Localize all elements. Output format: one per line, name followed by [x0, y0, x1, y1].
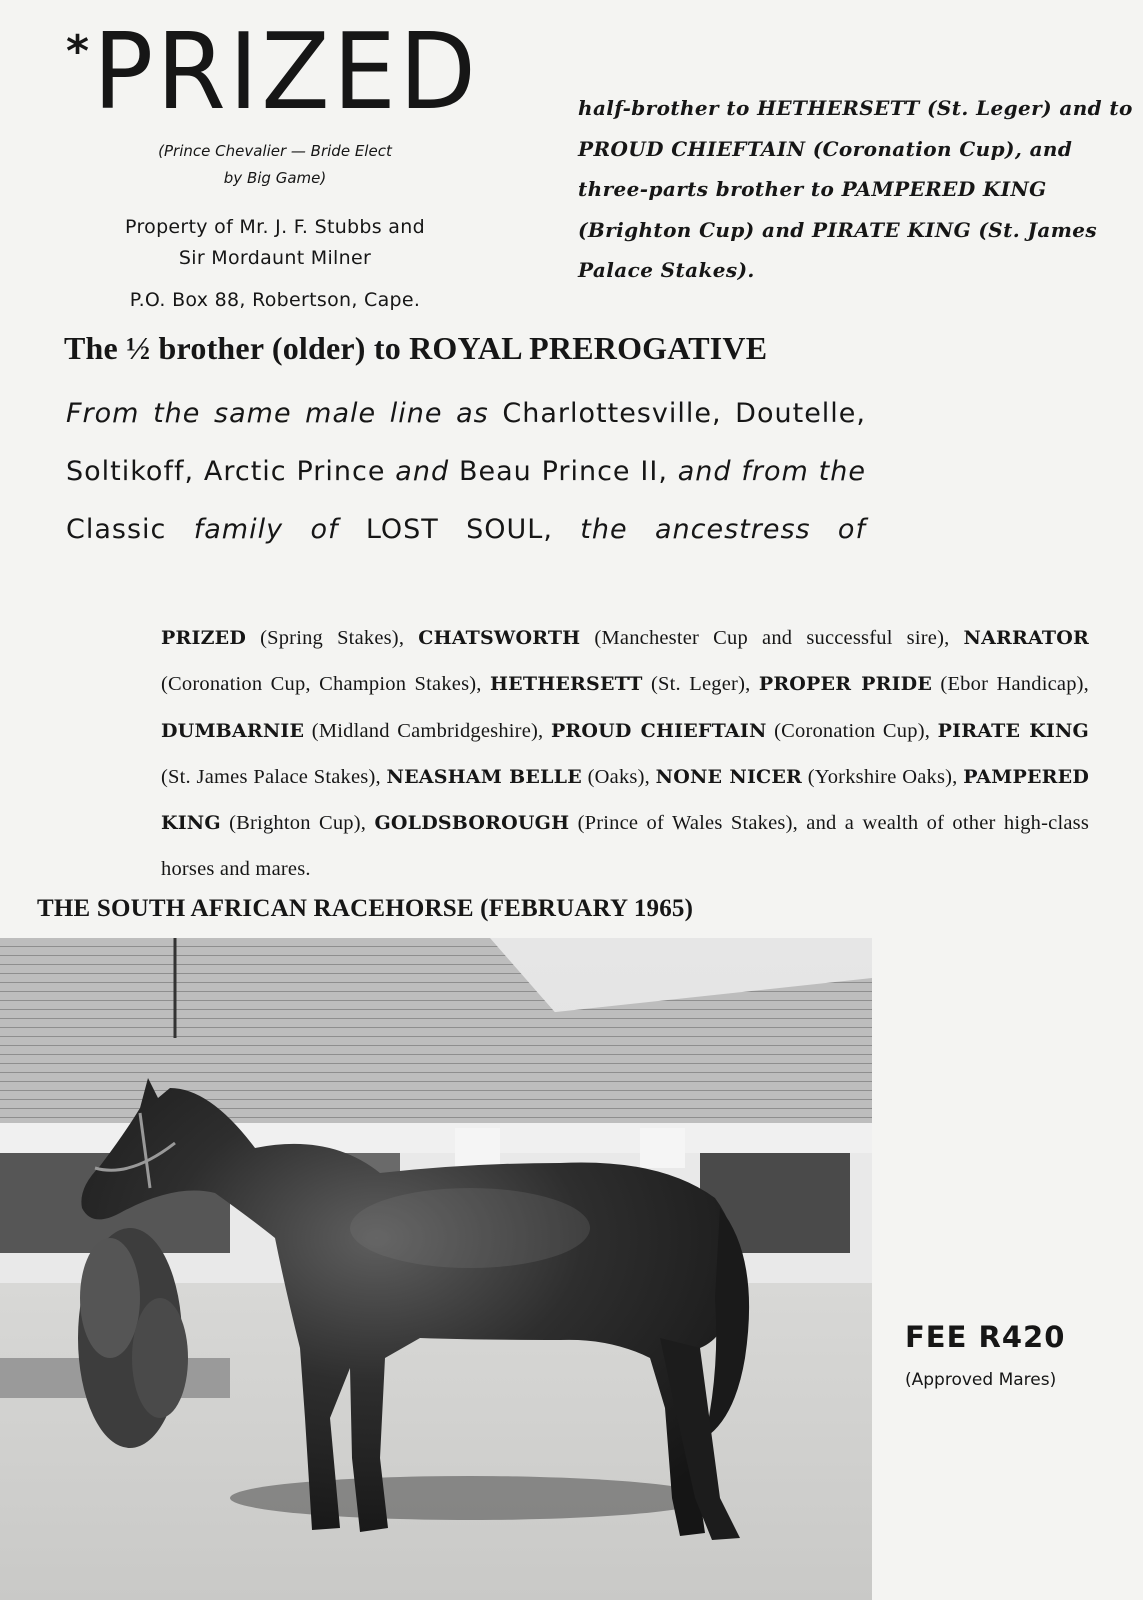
- race-won: (Coronation Cup),: [766, 719, 938, 742]
- race-won: (Midland Cambridgeshire),: [304, 719, 551, 742]
- male-line-text: From the same male line as: [66, 398, 489, 429]
- ownership: [100, 212, 450, 274]
- horse-photo: [0, 938, 872, 1600]
- postal-address: P.O. Box 88, Robertson, Cape.: [129, 289, 421, 311]
- relatives-text: (Brighton Cup) and: [578, 217, 813, 242]
- male-line-paragraph: [66, 385, 866, 559]
- relatives-text: half-brother to: [578, 96, 758, 120]
- list-item: [656, 766, 964, 788]
- ancestress-list: [161, 615, 1089, 893]
- parentage: [110, 138, 440, 192]
- race-won: (Ebor Handicap),: [932, 673, 1089, 696]
- source-caption: THE SOUTH AFRICAN RACEHORSE (FEBRUARY 1965): [37, 895, 694, 922]
- male-line-text: and from the: [677, 456, 866, 487]
- male-line-horses: Classic: [66, 514, 167, 545]
- male-line-horses: Charlottesville, Doutelle, Soltikoff, Arctic Prince: [66, 398, 866, 487]
- headline: The ½ brother (older) to ROYAL PREROGATIVE: [64, 330, 768, 366]
- list-item: [759, 673, 1089, 695]
- relative-name: PROUD CHIEFTAIN: [578, 136, 806, 161]
- horse-name: PAMPERED KING: [161, 765, 1089, 835]
- race-won: (Manchester Cup and successful sire),: [580, 627, 964, 649]
- male-line-horses: LOST SOUL,: [365, 514, 553, 545]
- parentage-line-1: (Prince Chevalier — Bride Elect: [158, 142, 392, 160]
- ownership-line-1: Property of Mr. J. F. Stubbs and: [125, 216, 425, 238]
- relatives-text: (Coronation Cup), and three-parts brother to: [578, 136, 1073, 201]
- race-won: (Prince of Wales Stakes), and a wealth of other high-class horses and mares.: [161, 812, 1090, 881]
- horse-name: NONE NICER: [655, 765, 803, 788]
- title-asterisk: *: [66, 26, 90, 77]
- ownership-line-2: Sir Mordaunt Milner: [178, 247, 372, 269]
- relatives-paragraph: [578, 88, 1133, 291]
- horse-name: PROPER PRIDE: [758, 673, 933, 696]
- male-line-text: and: [395, 456, 450, 487]
- male-line-horses: Beau Prince II,: [458, 456, 668, 487]
- race-won: (Oaks),: [581, 765, 656, 788]
- horse-name: NARRATOR: [963, 627, 1090, 649]
- list-item: [490, 673, 759, 695]
- race-won: (Coronation Cup, Champion Stakes),: [161, 673, 491, 696]
- horse-photo-illustration: [0, 938, 872, 1600]
- parentage-line-2: by Big Game): [223, 169, 327, 187]
- race-won: (Yorkshire Oaks),: [802, 765, 964, 788]
- relatives-text: (St. James Palace Stakes).: [578, 217, 1098, 282]
- page-title: PRIZED: [93, 10, 479, 134]
- list-item: [418, 627, 963, 649]
- fee-note: (Approved Mares): [905, 1370, 1057, 1390]
- horse-name: PRIZED: [161, 627, 246, 649]
- race-won: (St. James Palace Stakes),: [161, 765, 387, 788]
- horse-name: CHATSWORTH: [418, 627, 581, 649]
- horse-name: GOLDSBOROUGH: [374, 812, 570, 835]
- relative-name: PAMPERED KING: [841, 177, 1047, 201]
- horse-name: HETHERSETT: [490, 673, 643, 696]
- relatives-text: (St. Leger) and to: [919, 96, 1133, 120]
- race-won: (St. Leger),: [642, 673, 759, 696]
- horse-name: PIRATE KING: [937, 719, 1089, 742]
- male-line-text: family of: [193, 514, 339, 545]
- list-item: [551, 720, 938, 742]
- horse-name: NEASHAM BELLE: [386, 765, 582, 788]
- stud-fee: FEE R420: [905, 1320, 1066, 1354]
- race-won: (Spring Stakes),: [246, 627, 419, 649]
- horse-name: PROUD CHIEFTAIN: [550, 719, 767, 742]
- list-item: [161, 720, 551, 742]
- list-item: [387, 766, 656, 788]
- title-block: [66, 10, 479, 134]
- relative-name: PIRATE KING: [812, 217, 972, 242]
- race-won: (Brighton Cup),: [220, 812, 375, 835]
- horse-name: DUMBARNIE: [161, 719, 305, 742]
- list-item: [161, 627, 418, 649]
- male-line-text: the ancestress of: [580, 514, 866, 545]
- relative-name: HETHERSETT: [757, 96, 920, 120]
